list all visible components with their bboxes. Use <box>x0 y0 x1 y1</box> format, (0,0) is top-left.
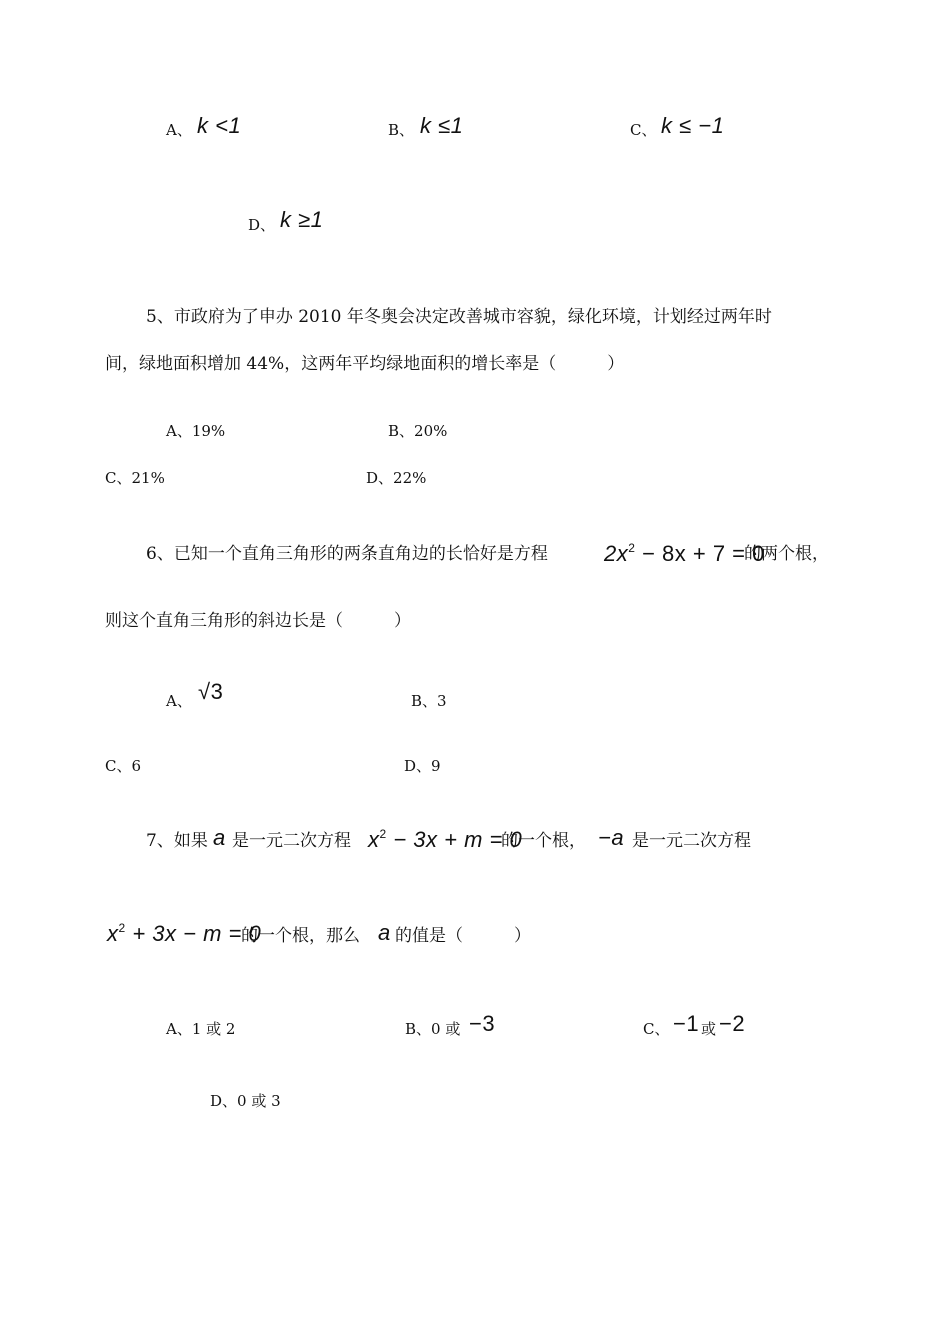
q7-stem-mid2: 的一个根， <box>501 831 586 851</box>
q4-option-d-expr: k ≥1 <box>280 207 324 232</box>
q5-option-d: D、22% <box>366 469 427 487</box>
q7-option-c-expr1: −1 <box>673 1011 700 1036</box>
q7-stem-mid1: 是一元二次方程 <box>232 831 351 851</box>
q4-option-a-expr: k <1 <box>197 113 242 138</box>
q6-stem-line2: 则这个直角三角形的斜边长是（ ） <box>105 611 411 631</box>
q5-option-a: A、19% <box>166 422 226 440</box>
q5-option-c: C、21% <box>105 469 165 487</box>
q6-option-b: B、3 <box>411 692 447 710</box>
q6-option-a-label: A、 <box>166 692 192 710</box>
q4-option-b-label: B、 <box>388 121 415 139</box>
q6-stem-line1-post: 的两个根， <box>744 544 829 564</box>
q5-stem-line1: 5、市政府为了申办 2010 年冬奥会决定改善城市容貌，绿化环境，计划经过两年时 <box>146 307 772 327</box>
q4-option-c-label: C、 <box>630 121 657 139</box>
q7-option-c-or: 或 <box>701 1020 717 1038</box>
q6-equation: $2x^2 - 8x + 7 = 0$ <box>604 541 765 566</box>
q4-option-c-expr: k ≤ −1 <box>661 113 725 138</box>
q7-neg-a: −a <box>598 825 625 850</box>
q4-option-d-label: D、 <box>248 216 276 234</box>
q7-option-b-label: B、0 或 <box>405 1020 461 1038</box>
q7-option-d: D、0 或 3 <box>210 1092 281 1110</box>
q7-stem-post1: 的一个根，那么 <box>241 926 360 946</box>
q7-stem-post2: 的值是（ ） <box>395 926 531 946</box>
q6-option-d: D、9 <box>404 757 441 775</box>
q7-var-a2: a <box>378 920 391 945</box>
q7-var-a: a <box>213 825 226 850</box>
q7-stem-pre: 7、如果 <box>146 831 208 851</box>
q7-option-c-label: C、 <box>643 1020 670 1038</box>
q4-option-a-label: A、 <box>166 121 192 139</box>
q7-option-c-expr2: −2 <box>719 1011 746 1036</box>
q7-option-a: A、1 或 2 <box>166 1020 236 1038</box>
q6-option-c: C、6 <box>105 757 142 775</box>
q6-option-a-expr: √3 <box>198 679 224 704</box>
q7-equation1: $x^2 - 3x + m = 0$ <box>368 827 523 852</box>
q7-equation2: $x^2 + 3x - m = 0$ <box>107 921 262 946</box>
q7-stem-mid3: 是一元二次方程 <box>632 831 751 851</box>
q4-option-b-expr: k ≤1 <box>420 113 464 138</box>
q5-option-b: B、20% <box>388 422 448 440</box>
q5-stem-line2: 间，绿地面积增加 44%，这两年平均绿地面积的增长率是（ ） <box>105 354 625 374</box>
q7-option-b-expr: −3 <box>469 1011 496 1036</box>
q6-stem-line1-pre: 6、已知一个直角三角形的两条直角边的长恰好是方程 <box>146 544 548 564</box>
